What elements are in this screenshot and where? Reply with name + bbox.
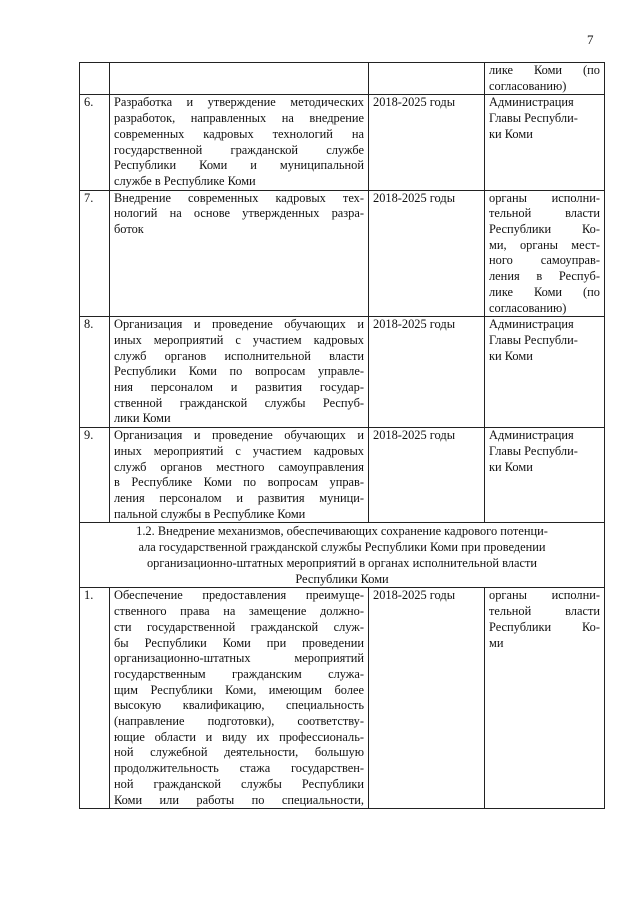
measure-name xyxy=(110,95,369,190)
executor-line: Главы Республи- xyxy=(489,332,578,347)
executor-line: ки Коми xyxy=(489,348,533,363)
measure-line: продолжительность стажа государствен- xyxy=(114,761,364,776)
measure-line: ления персоналом и развития муници- xyxy=(114,490,364,505)
deadline: 2018-2025 годы xyxy=(369,428,485,523)
measure-line: сти государственной гражданской служ- xyxy=(114,619,364,634)
executor-line: Республики Ко- xyxy=(489,619,600,634)
measure-line: государственной гражданской службе xyxy=(114,142,364,157)
row-number: 6. xyxy=(80,95,110,190)
row-number: 7. xyxy=(80,190,110,317)
measure-line: Внедрение современных кадровых тех- xyxy=(114,190,364,205)
measure-line: Республики Коми по вопросам управле- xyxy=(114,364,364,379)
row-number: 1. xyxy=(80,588,110,809)
table-row xyxy=(80,63,605,95)
measure-line: иных мероприятий с участием кадровых xyxy=(114,443,364,458)
executor xyxy=(485,190,605,317)
measure-line: нологий на основе утвержденных разра- xyxy=(114,206,364,221)
executor-line: ления в Респуб- xyxy=(489,269,600,284)
executor-line: тельной власти xyxy=(489,604,600,619)
measure-line: Организация и проведение обучающих и xyxy=(114,317,364,332)
section-heading-line: Республики Коми xyxy=(295,572,389,587)
executor-line: Республики Ко- xyxy=(489,222,600,237)
executor-line: согласованию) xyxy=(489,300,567,315)
executor-line: Главы Республи- xyxy=(489,443,578,458)
measure-name xyxy=(110,428,369,523)
executor-line: Администрация xyxy=(489,317,574,332)
deadline xyxy=(369,63,485,95)
measure-name xyxy=(110,190,369,317)
executor-line: тельной власти xyxy=(489,206,600,221)
section-heading-line: организационно-штатных мероприятий в органах исполнительной власти xyxy=(146,556,538,571)
measure-line: государственным гражданским служа- xyxy=(114,666,364,681)
measure-line: Разработка и утверждение методических xyxy=(114,95,364,110)
executor-line: ми xyxy=(489,635,504,650)
measure-name xyxy=(110,317,369,428)
section-heading-line: ала государственной гражданской службы Республики Коми при проведении xyxy=(138,540,546,555)
executor xyxy=(485,95,605,190)
executor-line: согласованию) xyxy=(489,78,567,93)
deadline: 2018-2025 годы xyxy=(369,317,485,428)
measure-name xyxy=(110,588,369,809)
measure-line: ной служебной деятельности, большую xyxy=(114,745,364,760)
measure-line: организационно-штатных мероприятий xyxy=(114,651,364,666)
executor xyxy=(485,588,605,809)
executor xyxy=(485,63,605,95)
section-heading-line: 1.2. Внедрение механизмов, обеспечивающих сохранение кадрового потенци- xyxy=(136,524,548,539)
executor-line: органы исполни- xyxy=(489,190,600,205)
deadline: 2018-2025 годы xyxy=(369,190,485,317)
measure-line: ния персоналом и развития государ- xyxy=(114,380,364,395)
page-number: 7 xyxy=(587,32,594,47)
executor-line: ми, органы мест- xyxy=(489,237,600,252)
executor-line: ки Коми xyxy=(489,126,533,141)
deadline: 2018-2025 годы xyxy=(369,588,485,809)
measure-line: разработок, направленных на внедрение xyxy=(114,111,364,126)
measure-line: службе в Республике Коми xyxy=(114,173,256,188)
action-plan-table xyxy=(79,62,605,809)
measure-line: высокую квалификацию, специальность xyxy=(114,698,364,713)
measure-line: пальной службы в Республике Коми xyxy=(114,506,306,521)
measure-line: Обеспечение предоставления преимуще- xyxy=(114,588,364,603)
measure-line: в Республике Коми по вопросам управ- xyxy=(114,475,364,490)
row-number xyxy=(80,63,110,95)
executor xyxy=(485,317,605,428)
measure-line: (направление подготовки), соответству- xyxy=(114,714,364,729)
table-row xyxy=(80,190,605,317)
measure-line: ной гражданской службы Республики xyxy=(114,776,364,791)
measure-line: ственного права на замещение должно- xyxy=(114,604,364,619)
row-number: 9. xyxy=(80,428,110,523)
measure-line: бы Республики Коми при проведении xyxy=(114,635,364,650)
measure-name xyxy=(110,63,369,95)
measure-line: Коми или работы по специальности, xyxy=(114,792,364,807)
executor xyxy=(485,428,605,523)
executor-line: Главы Республи- xyxy=(489,111,578,126)
executor-line: органы исполни- xyxy=(489,588,600,603)
section-heading-row xyxy=(80,523,605,588)
measure-line: ственной гражданской службы Респуб- xyxy=(114,395,364,410)
measure-line: служб органов местного самоуправления xyxy=(114,459,364,474)
executor-line: Администрация xyxy=(489,428,574,443)
table-row xyxy=(80,428,605,523)
measure-line: Организация и проведение обучающих и xyxy=(114,428,364,443)
measure-line: иных мероприятий с участием кадровых xyxy=(114,332,364,347)
executor-line: Администрация xyxy=(489,95,574,110)
measure-line: щим Республики Коми, имеющим более xyxy=(114,682,364,697)
section-heading xyxy=(80,523,605,588)
table-row xyxy=(80,588,605,809)
measure-line: современных кадровых технологий на xyxy=(114,126,364,141)
executor-line: лике Коми (по xyxy=(489,284,600,299)
executor-line: ного самоуправ- xyxy=(489,253,600,268)
executor-line: лике Коми (по xyxy=(489,63,600,77)
measure-line: лики Коми xyxy=(114,411,171,426)
table-row xyxy=(80,317,605,428)
row-number: 8. xyxy=(80,317,110,428)
measure-line: служб органов исполнительной власти xyxy=(114,348,364,363)
table-row xyxy=(80,95,605,190)
measure-line: ющие области и виду их профессиональ- xyxy=(114,729,364,744)
measure-line: Республики Коми и муниципальной xyxy=(114,158,364,173)
deadline: 2018-2025 годы xyxy=(369,95,485,190)
measure-line: боток xyxy=(114,222,144,237)
executor-line: ки Коми xyxy=(489,459,533,474)
